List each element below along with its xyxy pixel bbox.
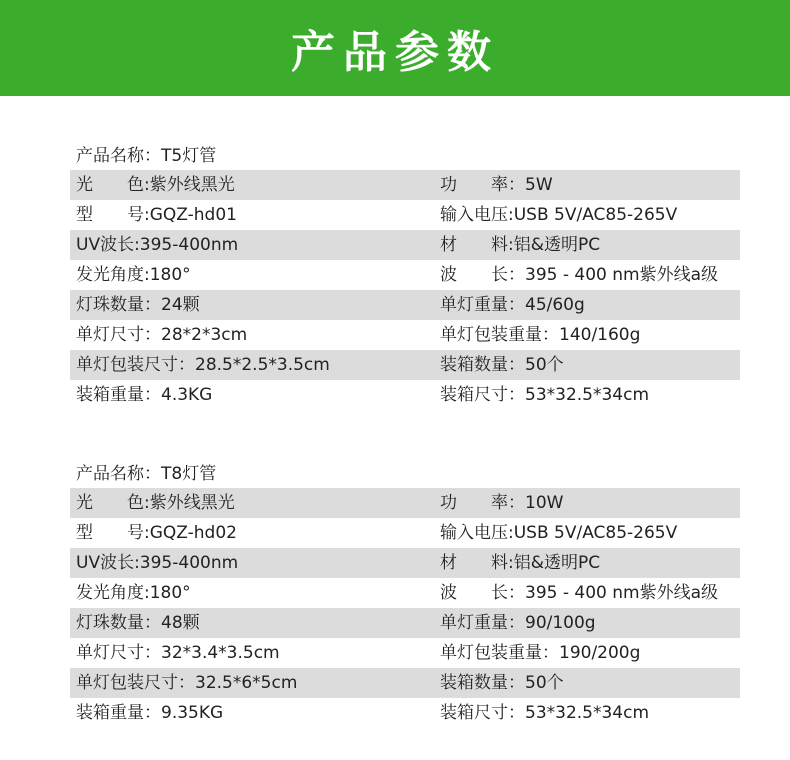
spec-row [70,290,740,320]
spec-right: 输入电压:USB 5V/AC85-265V [440,205,678,225]
spec-row [70,350,740,380]
spec-right: 装箱尺寸：53*32.5*34cm [440,703,650,723]
spec-right: 输入电压:USB 5V/AC85-265V [440,523,678,543]
spec-section-t5 [70,142,740,410]
spec-left: 型 号:GQZ-hd01 [76,205,237,225]
spec-row [70,200,740,230]
spec-right: 波 长：395 - 400 nm紫外线a级 [440,265,718,285]
spec-left: 单灯尺寸：28*2*3cm [76,325,248,345]
spec-row [70,638,740,668]
spec-right: 功 率：10W [440,493,564,513]
spec-row [70,320,740,350]
spec-left: 发光角度:180° [76,265,191,285]
header-banner [0,0,790,96]
spec-left: 单灯包装尺寸：32.5*6*5cm [76,673,298,693]
spec-section-t8 [70,460,740,728]
spec-left: UV波长:395-400nm [76,553,239,573]
spec-left: 灯珠数量：24颗 [76,295,200,315]
spec-row [70,668,740,698]
spec-row [70,608,740,638]
spec-left: 灯珠数量：48颗 [76,613,200,633]
page-title: 产品参数 [291,27,499,78]
spec-right: 装箱数量：50个 [440,355,564,375]
spec-right: 单灯重量：90/100g [440,613,596,633]
spec-row [70,380,740,410]
spec-left: 装箱重量：4.3KG [76,385,213,405]
spec-right: 单灯包装重量：140/160g [440,325,641,345]
spec-right: 材 料:铝&透明PC [440,235,601,255]
spec-row [70,260,740,290]
spec-right: 功 率：5W [440,175,553,195]
spec-left: 发光角度:180° [76,583,191,603]
spec-row [70,170,740,200]
spec-row [70,698,740,728]
product-name: 产品名称：T8灯管 [76,464,217,484]
spec-right: 装箱数量：50个 [440,673,564,693]
spec-right: 装箱尺寸：53*32.5*34cm [440,385,650,405]
spec-row [70,488,740,518]
spec-right: 材 料:铝&透明PC [440,553,601,573]
spec-left: 单灯包装尺寸：28.5*2.5*3.5cm [76,355,330,375]
spec-right: 单灯包装重量：190/200g [440,643,641,663]
spec-right: 单灯重量：45/60g [440,295,585,315]
spec-left: 单灯尺寸：32*3.4*3.5cm [76,643,280,663]
spec-row [70,230,740,260]
product-name: 产品名称：T5灯管 [76,146,217,166]
spec-left: 型 号:GQZ-hd02 [76,523,237,543]
spec-left: 光 色:紫外线黑光 [76,175,235,195]
spec-row [70,578,740,608]
spec-row [70,548,740,578]
spec-right: 波 长：395 - 400 nm紫外线a级 [440,583,718,603]
spec-left: 装箱重量：9.35KG [76,703,224,723]
spec-row [70,518,740,548]
spec-left: UV波长:395-400nm [76,235,239,255]
spec-left: 光 色:紫外线黑光 [76,493,235,513]
